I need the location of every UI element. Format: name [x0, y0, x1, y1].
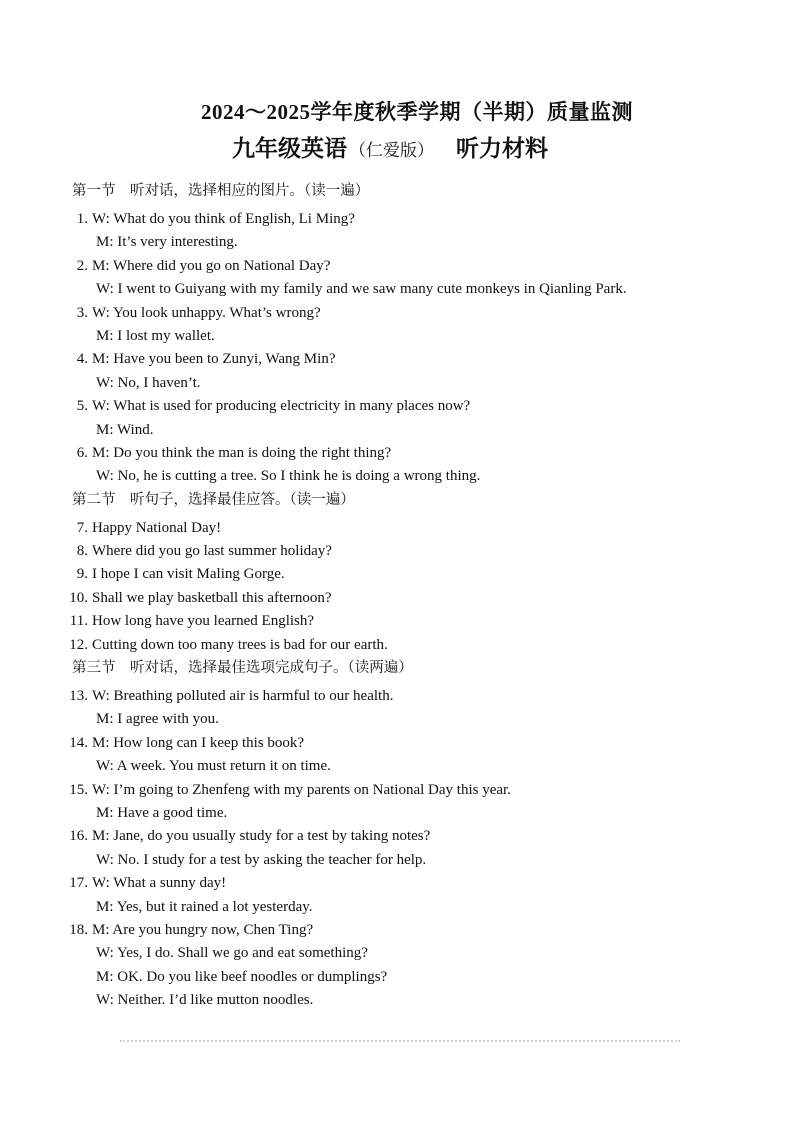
- question-item: [0, 540, 794, 563]
- question-number: 4.: [76, 351, 88, 368]
- question-item: [0, 634, 794, 657]
- script-line: W: No. I study for a test by asking the teacher for help.: [96, 851, 427, 868]
- question-number: 5.: [76, 398, 88, 415]
- script-line: M: OK. Do you like beef noodles or dumplings?: [96, 968, 388, 985]
- question-item: [0, 732, 794, 755]
- question-number: 2.: [76, 257, 88, 274]
- script-line: M: I agree with you.: [96, 711, 219, 728]
- script-line: M: Do you think the man is doing the right thing?: [92, 444, 392, 461]
- subtitle-grade-subject: 九年级英语: [232, 136, 347, 161]
- question-number: 12.: [69, 636, 88, 653]
- question-item: [0, 563, 794, 586]
- question-item: [0, 442, 794, 465]
- question-item: [0, 919, 794, 942]
- faded-footer-line: [120, 1040, 680, 1044]
- question-number: 1.: [76, 211, 88, 227]
- question-item: [0, 685, 794, 708]
- script-line: M: How long can I keep this book?: [92, 734, 305, 751]
- question-item: [0, 825, 794, 848]
- question-item: [0, 348, 794, 371]
- question-item: [0, 208, 794, 231]
- script-line: M: Are you hungry now, Chen Ting?: [92, 921, 314, 938]
- section-heading: 第三节 听对话，选择最佳选项完成句子。（读两遍）: [72, 660, 413, 677]
- script-line: W: What is used for producing electricity in many places now?: [92, 398, 471, 415]
- script-line: W: What do you think of English, Li Ming?: [92, 211, 355, 227]
- question-item: [0, 587, 794, 610]
- section-heading: 第一节 听对话，选择相应的图片。（读一遍）: [72, 183, 370, 199]
- script-line: M: Yes, but it rained a lot yesterday.: [96, 898, 313, 915]
- question-number: 14.: [69, 734, 88, 751]
- script-line: Shall we play basketball this afternoon?: [92, 589, 332, 606]
- script-line: W: No, he is cutting a tree. So I think he is doing a wrong thing.: [96, 468, 481, 485]
- question-item: [0, 255, 794, 278]
- script-line: M: Wind.: [96, 421, 154, 438]
- question-number: 15.: [69, 781, 88, 798]
- script-line: How long have you learned English?: [92, 613, 315, 630]
- question-number: 8.: [76, 543, 88, 560]
- script-line: M: I lost my wallet.: [96, 327, 215, 344]
- listening-script: [0, 180, 794, 1013]
- question-item: [0, 872, 794, 895]
- subtitle-material: 听力材料: [456, 136, 548, 161]
- script-line: M: Have you been to Zunyi, Wang Min?: [92, 351, 336, 368]
- script-line: M: Where did you go on National Day?: [92, 257, 331, 274]
- script-line: Where did you go last summer holiday?: [92, 543, 332, 560]
- document-subtitle: [232, 130, 548, 163]
- script-line: W: Yes, I do. Shall we go and eat something?: [96, 945, 368, 962]
- question-number: 7.: [76, 519, 88, 536]
- script-line: W: What a sunny day!: [92, 875, 227, 892]
- script-line: W: Breathing polluted air is harmful to our health.: [92, 688, 394, 705]
- script-line: M: Have a good time.: [96, 804, 228, 821]
- question-number: 9.: [76, 566, 88, 583]
- script-line: W: You look unhappy. What’s wrong?: [92, 304, 321, 321]
- question-number: 11.: [69, 613, 88, 630]
- question-item: [0, 302, 794, 325]
- question-item: [0, 779, 794, 802]
- question-item: [0, 395, 794, 418]
- question-item: [0, 610, 794, 633]
- question-number: 18.: [69, 921, 88, 938]
- script-line: W: I’m going to Zhenfeng with my parents on National Day this year.: [92, 781, 511, 798]
- script-line: W: No, I haven’t.: [96, 374, 201, 391]
- section-heading: 第二节 听句子，选择最佳应答。（读一遍）: [72, 491, 355, 508]
- question-item: [0, 517, 794, 540]
- script-line: W: Neither. I’d like mutton noodles.: [96, 992, 314, 1009]
- subtitle-edition: （仁爱版）: [349, 141, 434, 160]
- script-line: M: Jane, do you usually study for a test by taking notes?: [92, 828, 431, 845]
- script-line: W: A week. You must return it on time.: [96, 758, 331, 775]
- question-number: 16.: [69, 828, 88, 845]
- question-number: 10.: [69, 589, 88, 606]
- script-line: Happy National Day!: [92, 519, 222, 536]
- question-number: 17.: [69, 875, 88, 892]
- document-title: 2024～2025学年度秋季学期（半期）质量监测: [201, 100, 633, 124]
- script-line: W: I went to Guiyang with my family and we saw many cute monkeys in Qianling Park.: [96, 281, 627, 298]
- question-number: 13.: [69, 688, 88, 705]
- script-line: Cutting down too many trees is bad for our earth.: [92, 636, 388, 653]
- question-number: 6.: [76, 444, 88, 461]
- script-line: M: It’s very interesting.: [96, 234, 238, 251]
- question-number: 3.: [76, 304, 88, 321]
- script-line: I hope I can visit Maling Gorge.: [92, 566, 285, 583]
